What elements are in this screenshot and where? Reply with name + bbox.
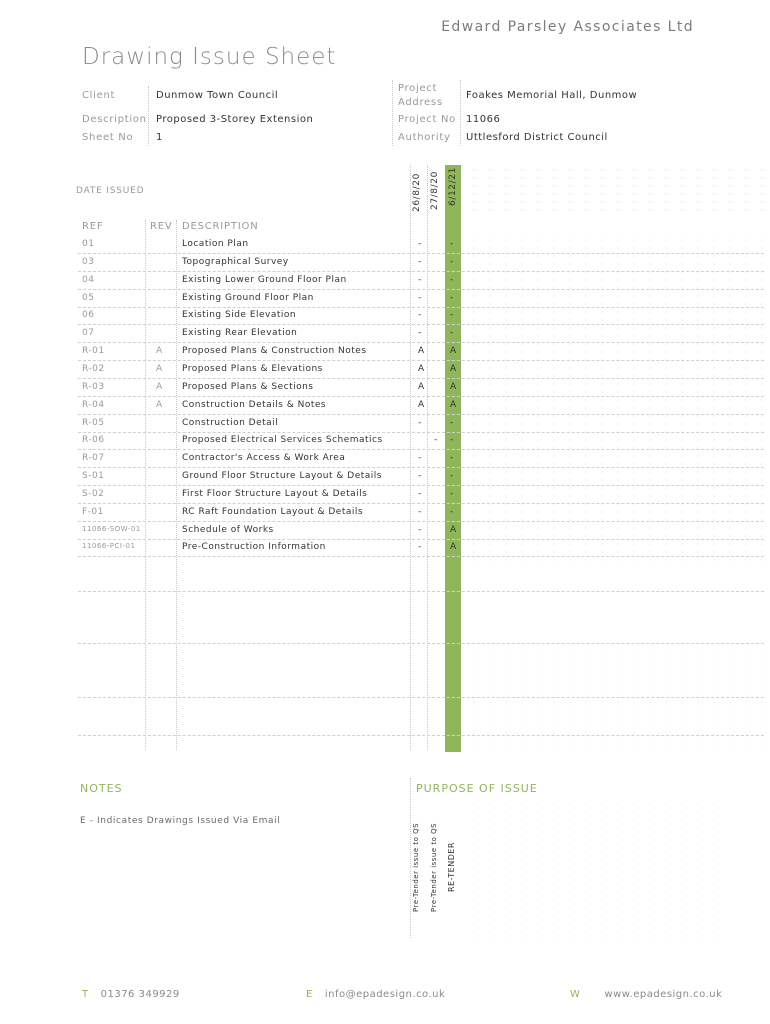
- row-issue-1: A: [418, 364, 425, 374]
- row-description: Existing Rear Elevation: [182, 328, 298, 338]
- issue-date-2: 27/8/20: [430, 171, 440, 210]
- page-title: Drawing Issue Sheet: [82, 44, 337, 70]
- ref-header: REF: [82, 221, 104, 232]
- row-issue-3: A: [450, 382, 457, 392]
- web-link[interactable]: www.epadesign.co.uk: [604, 989, 723, 1000]
- row-divider: [78, 539, 764, 540]
- authority-label: Authority: [398, 132, 451, 143]
- info-separator-2: [460, 80, 461, 146]
- company-name: Edward Parsley Associates Ltd: [441, 19, 694, 35]
- row-issue-3: A: [450, 525, 457, 535]
- description-value: Proposed 3-Storey Extension: [156, 114, 314, 125]
- row-issue-3: -: [450, 328, 454, 338]
- row-divider: [78, 396, 764, 397]
- row-description: RC Raft Foundation Layout & Details: [182, 507, 364, 517]
- authority-value: Uttlesford District Council: [466, 132, 608, 143]
- row-description: Proposed Electrical Services Schematics: [182, 435, 383, 445]
- row-description: Pre-Construction Information: [182, 542, 326, 552]
- purpose-separator-1: [410, 778, 411, 938]
- row-description: Existing Ground Floor Plan: [182, 293, 314, 303]
- row-ref: R-01: [82, 346, 105, 356]
- row-issue-1: -: [418, 542, 422, 552]
- purpose-1: Pre-Tender issue to QS: [412, 822, 420, 912]
- email-key: E: [306, 989, 313, 1000]
- row-issue-3: -: [450, 275, 454, 285]
- row-issue-1: -: [418, 418, 422, 428]
- row-issue-2: -: [434, 435, 438, 445]
- issue-grid-top: [466, 166, 766, 216]
- row-description: Location Plan: [182, 239, 249, 249]
- row-divider: [78, 378, 764, 379]
- client-label: Client: [82, 90, 116, 101]
- row-divider: [78, 485, 764, 486]
- phone-key: T: [82, 989, 89, 1000]
- issue-date-1: 26/8/20: [412, 173, 422, 212]
- project-address-value: Foakes Memorial Hall, Dunmow: [466, 90, 638, 101]
- row-description: Existing Side Elevation: [182, 310, 297, 320]
- notes-text: E - Indicates Drawings Issued Via Email: [80, 816, 281, 826]
- sheet-label: Sheet No: [82, 132, 134, 143]
- row-ref: R-05: [82, 418, 105, 428]
- client-value: Dunmow Town Council: [156, 90, 279, 101]
- footer-email: [306, 989, 445, 1000]
- empty-row-line: [78, 591, 764, 592]
- row-description: Proposed Plans & Sections: [182, 382, 314, 392]
- empty-row-line: [78, 735, 764, 736]
- project-label-1: Project: [398, 83, 438, 94]
- info-separator-3: [148, 86, 149, 146]
- info-separator-1: [392, 80, 393, 146]
- row-ref: 01: [82, 239, 95, 249]
- row-divider: [78, 449, 764, 450]
- row-ref: R-06: [82, 435, 105, 445]
- row-divider: [78, 342, 764, 343]
- row-issue-3: -: [450, 471, 454, 481]
- row-rev: A: [156, 364, 163, 374]
- row-divider: [78, 253, 764, 254]
- row-issue-3: -: [450, 257, 454, 267]
- row-divider: [78, 360, 764, 361]
- row-ref: 11066-SOW-01: [82, 525, 141, 533]
- row-issue-1: -: [418, 471, 422, 481]
- row-description: Construction Detail: [182, 418, 279, 428]
- issue-grid-body: [466, 236, 766, 566]
- sheet-value: 1: [156, 132, 163, 143]
- row-ref: 07: [82, 328, 95, 338]
- row-issue-1: -: [418, 328, 422, 338]
- row-ref: 05: [82, 293, 95, 303]
- row-description: Ground Floor Structure Layout & Details: [182, 471, 382, 481]
- row-divider: [78, 503, 764, 504]
- row-divider: [78, 556, 764, 557]
- row-rev: A: [156, 400, 163, 410]
- row-issue-1: A: [418, 346, 425, 356]
- row-issue-3: -: [450, 489, 454, 499]
- purpose-3: RE-TENDER: [447, 842, 456, 892]
- row-description: Construction Details & Notes: [182, 400, 327, 410]
- row-description: Topographical Survey: [182, 257, 289, 267]
- row-issue-3: A: [450, 400, 457, 410]
- row-issue-3: A: [450, 364, 457, 374]
- row-issue-3: -: [450, 418, 454, 428]
- row-ref: 04: [82, 275, 95, 285]
- web-key: W: [570, 989, 581, 1000]
- phone-value: 01376 349929: [100, 989, 180, 1000]
- row-description: Schedule of Works: [182, 525, 274, 535]
- row-issue-1: -: [418, 257, 422, 267]
- purpose-2: Pre-Tender issue to QS: [430, 822, 438, 912]
- row-issue-1: -: [418, 453, 422, 463]
- row-issue-3: A: [450, 542, 457, 552]
- row-ref: S-02: [82, 489, 105, 499]
- email-link[interactable]: info@epadesign.co.uk: [324, 989, 446, 1000]
- row-divider: [78, 307, 764, 308]
- row-description: Contractor's Access & Work Area: [182, 453, 346, 463]
- row-ref: S-01: [82, 471, 105, 481]
- row-issue-1: -: [418, 507, 422, 517]
- row-issue-1: -: [418, 310, 422, 320]
- row-issue-1: -: [418, 239, 422, 249]
- row-divider: [78, 324, 764, 325]
- row-description: First Floor Structure Layout & Details: [182, 489, 368, 499]
- row-issue-1: -: [418, 275, 422, 285]
- row-ref: F-01: [82, 507, 104, 517]
- footer-web: [570, 989, 722, 1000]
- issue-date-3: 6/12/21: [448, 167, 458, 206]
- row-ref: 06: [82, 310, 95, 320]
- date-issued-label: DATE ISSUED: [76, 186, 145, 196]
- notes-heading: NOTES: [80, 782, 123, 795]
- empty-row-line: [78, 697, 764, 698]
- row-issue-3: -: [450, 453, 454, 463]
- row-divider: [78, 467, 764, 468]
- row-issue-3: -: [450, 293, 454, 303]
- row-ref: 11066-PCI-01: [82, 542, 136, 550]
- row-divider: [78, 521, 764, 522]
- project-label-2: Address: [398, 97, 443, 108]
- purpose-grid: [466, 800, 716, 940]
- description-label: Description: [82, 114, 147, 125]
- row-divider: [78, 432, 764, 433]
- footer-phone: [82, 989, 180, 1000]
- row-ref: R-03: [82, 382, 105, 392]
- row-description: Proposed Plans & Elevations: [182, 364, 323, 374]
- row-issue-3: A: [450, 346, 457, 356]
- row-issue-1: -: [418, 525, 422, 535]
- row-divider: [78, 414, 764, 415]
- row-description: Proposed Plans & Construction Notes: [182, 346, 367, 356]
- row-rev: A: [156, 346, 163, 356]
- row-issue-3: -: [450, 239, 454, 249]
- empty-row-line: [78, 643, 764, 644]
- row-ref: 03: [82, 257, 95, 267]
- row-rev: A: [156, 382, 163, 392]
- row-divider: [78, 289, 764, 290]
- project-no-label: Project No: [398, 114, 456, 125]
- row-issue-1: A: [418, 382, 425, 392]
- row-divider: [78, 271, 764, 272]
- description-header: DESCRIPTION: [182, 221, 259, 232]
- row-issue-1: A: [418, 400, 425, 410]
- row-issue-1: -: [418, 489, 422, 499]
- row-description: Existing Lower Ground Floor Plan: [182, 275, 347, 285]
- row-issue-3: -: [450, 507, 454, 517]
- row-issue-1: -: [418, 293, 422, 303]
- row-ref: R-07: [82, 453, 105, 463]
- project-no-value: 11066: [466, 114, 501, 125]
- row-ref: R-02: [82, 364, 105, 374]
- row-issue-3: -: [450, 310, 454, 320]
- rev-header: REV: [150, 221, 173, 232]
- row-issue-3: -: [450, 435, 454, 445]
- row-ref: R-04: [82, 400, 105, 410]
- purpose-heading: PURPOSE OF ISSUE: [416, 782, 538, 795]
